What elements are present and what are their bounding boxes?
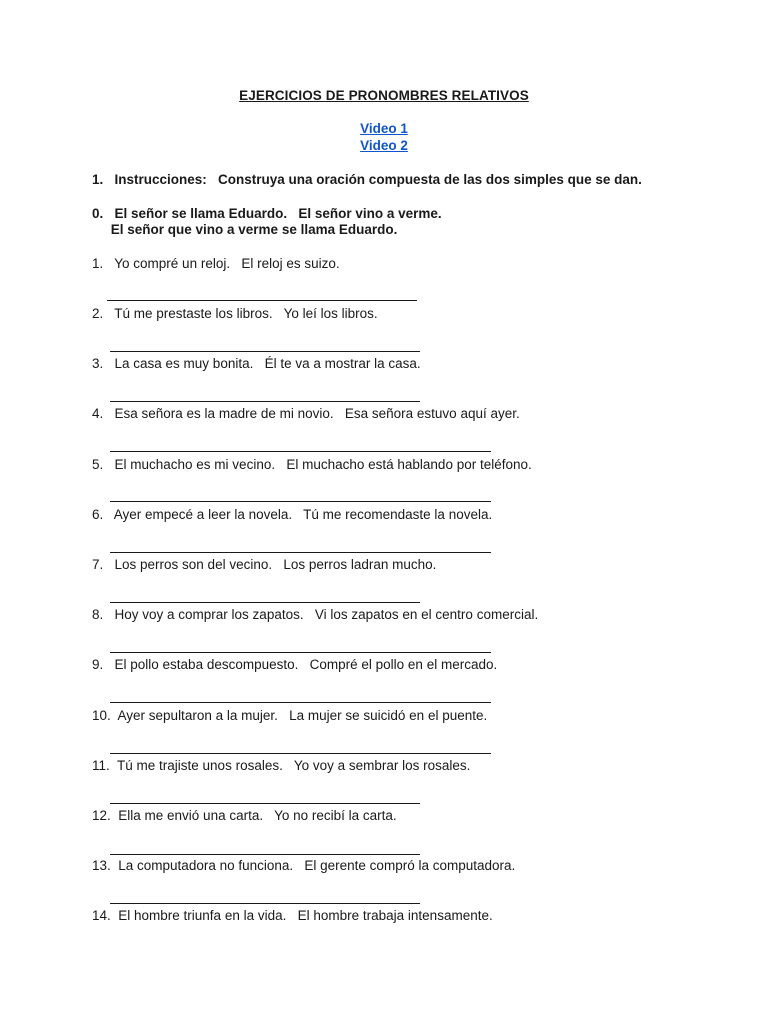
example-line-2: El señor que vino a verme se llama Eduardo. bbox=[92, 222, 398, 237]
answer-line[interactable] bbox=[110, 753, 491, 754]
answer-line[interactable] bbox=[107, 300, 417, 301]
exercise-item: 1. Yo compré un reloj. El reloj es suizo. bbox=[92, 256, 340, 271]
exercise-item: 14. El hombre triunfa en la vida. El hombre trabaja intensamente. bbox=[92, 908, 493, 923]
answer-line[interactable] bbox=[110, 351, 420, 352]
answer-line[interactable] bbox=[110, 803, 420, 804]
example-line-1: 0. El señor se llama Eduardo. El señor vino a verme. bbox=[92, 206, 442, 221]
answer-line[interactable] bbox=[110, 552, 491, 553]
answer-line[interactable] bbox=[110, 602, 420, 603]
answer-line[interactable] bbox=[110, 401, 420, 402]
answer-line[interactable] bbox=[110, 702, 491, 703]
exercise-item: 2. Tú me prestaste los libros. Yo leí los libros. bbox=[92, 306, 378, 321]
exercise-item: 5. El muchacho es mi vecino. El muchacho está hablando por teléfono. bbox=[92, 457, 532, 472]
answer-line[interactable] bbox=[110, 451, 491, 452]
exercise-item: 10. Ayer sepultaron a la mujer. La mujer se suicidó en el puente. bbox=[92, 708, 488, 723]
exercise-item: 6. Ayer empecé a leer la novela. Tú me recomendaste la novela. bbox=[92, 507, 493, 522]
answer-line[interactable] bbox=[110, 854, 420, 855]
video-1-link[interactable]: Video 1 bbox=[360, 121, 408, 136]
page-title: EJERCICIOS DE PRONOMBRES RELATIVOS bbox=[239, 88, 529, 103]
exercise-item: 7. Los perros son del vecino. Los perros ladran mucho. bbox=[92, 557, 437, 572]
answer-line[interactable] bbox=[110, 501, 491, 502]
exercise-item: 12. Ella me envió una carta. Yo no recibí la carta. bbox=[92, 808, 397, 823]
answer-line[interactable] bbox=[110, 652, 491, 653]
exercise-item: 13. La computadora no funciona. El gerente compró la computadora. bbox=[92, 858, 516, 873]
exercise-item: 9. El pollo estaba descompuesto. Compré el pollo en el mercado. bbox=[92, 657, 498, 672]
exercise-item: 3. La casa es muy bonita. Él te va a mostrar la casa. bbox=[92, 356, 421, 371]
exercise-item: 8. Hoy voy a comprar los zapatos. Vi los zapatos en el centro comercial. bbox=[92, 607, 539, 622]
video-2-link[interactable]: Video 2 bbox=[360, 138, 408, 153]
exercise-item: 11. Tú me trajiste unos rosales. Yo voy a sembrar los rosales. bbox=[92, 758, 471, 773]
instructions: 1. Instrucciones: Construya una oración compuesta de las dos simples que se dan. bbox=[92, 172, 642, 187]
exercise-item: 4. Esa señora es la madre de mi novio. Esa señora estuvo aquí ayer. bbox=[92, 406, 520, 421]
answer-line[interactable] bbox=[110, 903, 420, 904]
